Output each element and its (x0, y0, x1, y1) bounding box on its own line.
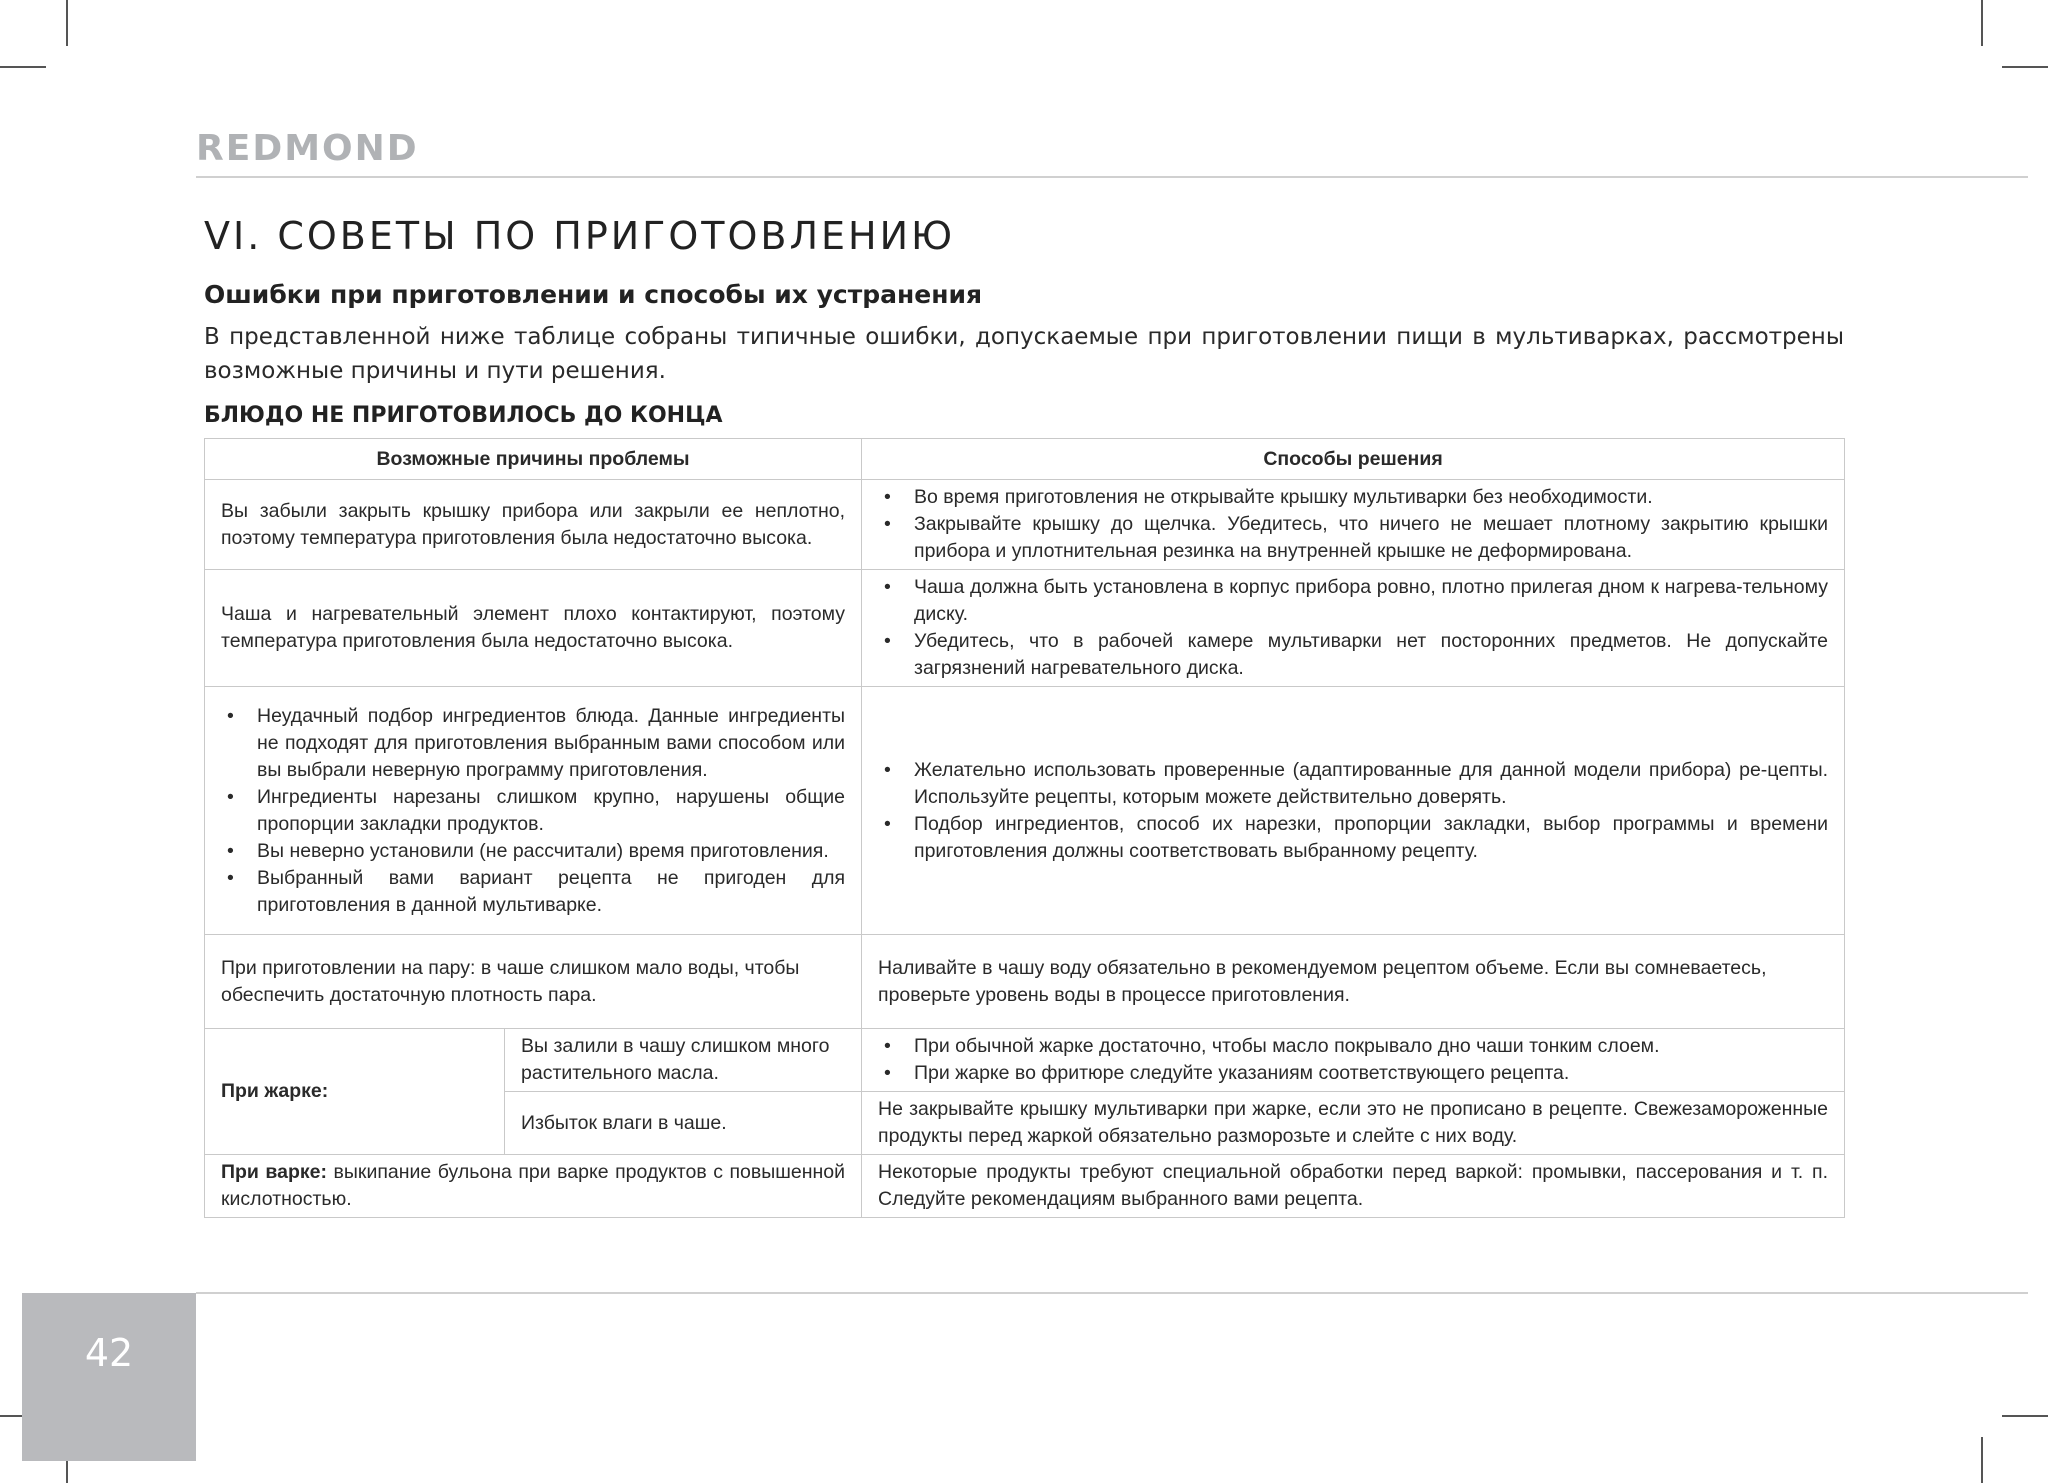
frying-label: При жарке: (221, 1080, 329, 1102)
frying-label-cell (205, 1029, 505, 1155)
table-title: БЛЮДО НЕ ПРИГОТОВИЛОСЬ ДО КОНЦА (204, 403, 723, 428)
crop-mark (2002, 66, 2048, 68)
cause-cell: Вы забыли закрыть крышку прибора или закрыли ее неплотно, поэтому температура приготовления была недостаточно высока. (205, 480, 862, 570)
solution-cell: Наливайте в чашу воду обязательно в рекомендуемом рецептом объеме. Если вы сомневаетесь, проверьте уровень воды в процессе приготовления. (862, 935, 1845, 1029)
crop-mark (1981, 1437, 1983, 1483)
solution-cell (862, 687, 1845, 935)
cause-cell: При приготовлении на пару: в чаше слишком мало воды, чтобы обеспечить достаточную плотность пара. (205, 935, 862, 1029)
boiling-cause-text: выкипание бульона при варке продуктов с повышенной кислотностью. (221, 1161, 846, 1210)
cause-cell: Вы залили в чашу слишком много растительного масла. (505, 1029, 862, 1092)
section-title: VI. СОВЕТЫ ПО ПРИГОТОВЛЕНИЮ (204, 214, 956, 258)
cause-cell: Избыток влаги в чаше. (505, 1092, 862, 1155)
column-header-causes: Возможные причины проблемы (205, 439, 862, 480)
solution-item: • При обычной жарке достаточно, чтобы масло покрывало дно чаши тонким слоем. (898, 1033, 1828, 1060)
table-row (205, 1155, 1845, 1218)
troubleshooting-table (204, 438, 1845, 1218)
cause-cell (205, 1155, 862, 1218)
solution-cell: Не закрывайте крышку мультиварки при жарке, если это не прописано в рецепте. Свежезамороженные продукты перед жаркой обязательно разморозьте и слейте с них воду. (862, 1092, 1845, 1155)
cause-cell (205, 687, 862, 935)
solution-item: • При жарке во фритюре следуйте указаниям соответствующего рецепта. (898, 1060, 1828, 1087)
solution-cell (862, 570, 1845, 687)
page-number: 42 (84, 1331, 134, 1375)
table-row (205, 1029, 1845, 1092)
page-number-box (22, 1293, 196, 1461)
cause-item: • Вы неверно установили (не рассчитали) время приготовления. (241, 838, 845, 865)
cause-item: • Ингредиенты нарезаны слишком крупно, нарушены общие пропорции закладки продуктов. (241, 784, 845, 838)
cause-cell: Чаша и нагревательный элемент плохо контактируют, поэтому температура приготовления была недостаточно высока. (205, 570, 862, 687)
boiling-label: При варке: (221, 1161, 328, 1183)
table-row (205, 687, 1845, 935)
intro-paragraph: В представленной ниже таблице собраны типичные ошибки, допускаемые при приготовлении пищи в мультиварках, рассмотрены возможные причины и пути решения. (204, 324, 1844, 384)
column-header-solutions: Способы решения (862, 439, 1845, 480)
solution-item: • Желательно использовать проверенные (адаптированные для данной модели прибора) ре-цепты. Используйте рецепты, которым можете действительно доверять. (898, 757, 1828, 811)
table-header-row (205, 439, 1845, 480)
footer-divider (196, 1292, 2028, 1294)
crop-mark (0, 66, 46, 68)
solution-item: • Во время приготовления не открывайте крышку мультиварки без необходимости. (898, 484, 1828, 511)
table-row (205, 935, 1845, 1029)
solution-item: • Убедитесь, что в рабочей камере мультиварки нет посторонних предметов. Не допускайте загрязнений нагревательного диска. (898, 628, 1828, 682)
subtitle: Ошибки при приготовлении и способы их устранения (204, 280, 983, 309)
crop-mark (66, 0, 68, 46)
cause-item: • Неудачный подбор ингредиентов блюда. Данные ингредиенты не подходят для приготовления выбранным вами способом или вы выбрали неверную программу приготовления. (241, 703, 845, 784)
table-row (205, 480, 1845, 570)
solution-item: • Подбор ингредиентов, способ их нарезки, пропорции закладки, выбор программы и времени приготовления должны соответствовать выбранному рецепту. (898, 811, 1828, 865)
solution-item: • Чаша должна быть установлена в корпус прибора ровно, плотно прилегая дном к нагрева-тельному диску. (898, 574, 1828, 628)
solution-item: • Закрывайте крышку до щелчка. Убедитесь, что ничего не мешает плотному закрытию крышки прибора и уплотнительная резинка на внутренней крышке не деформирована. (898, 511, 1828, 565)
solution-cell (862, 1029, 1845, 1092)
header-divider (196, 176, 2028, 178)
solution-cell (862, 480, 1845, 570)
cause-item: • Выбранный вами вариант рецепта не пригоден для приготовления в данной мультиварке. (241, 865, 845, 919)
table-row (205, 570, 1845, 687)
brand-logo: REDMOND (196, 128, 419, 169)
crop-mark (1981, 0, 1983, 46)
solution-cell: Некоторые продукты требуют специальной обработки перед варкой: промывки, пассерования и т. п. Следуйте рекомендациям выбранного вами рецепта. (862, 1155, 1845, 1218)
crop-mark (2002, 1415, 2048, 1417)
